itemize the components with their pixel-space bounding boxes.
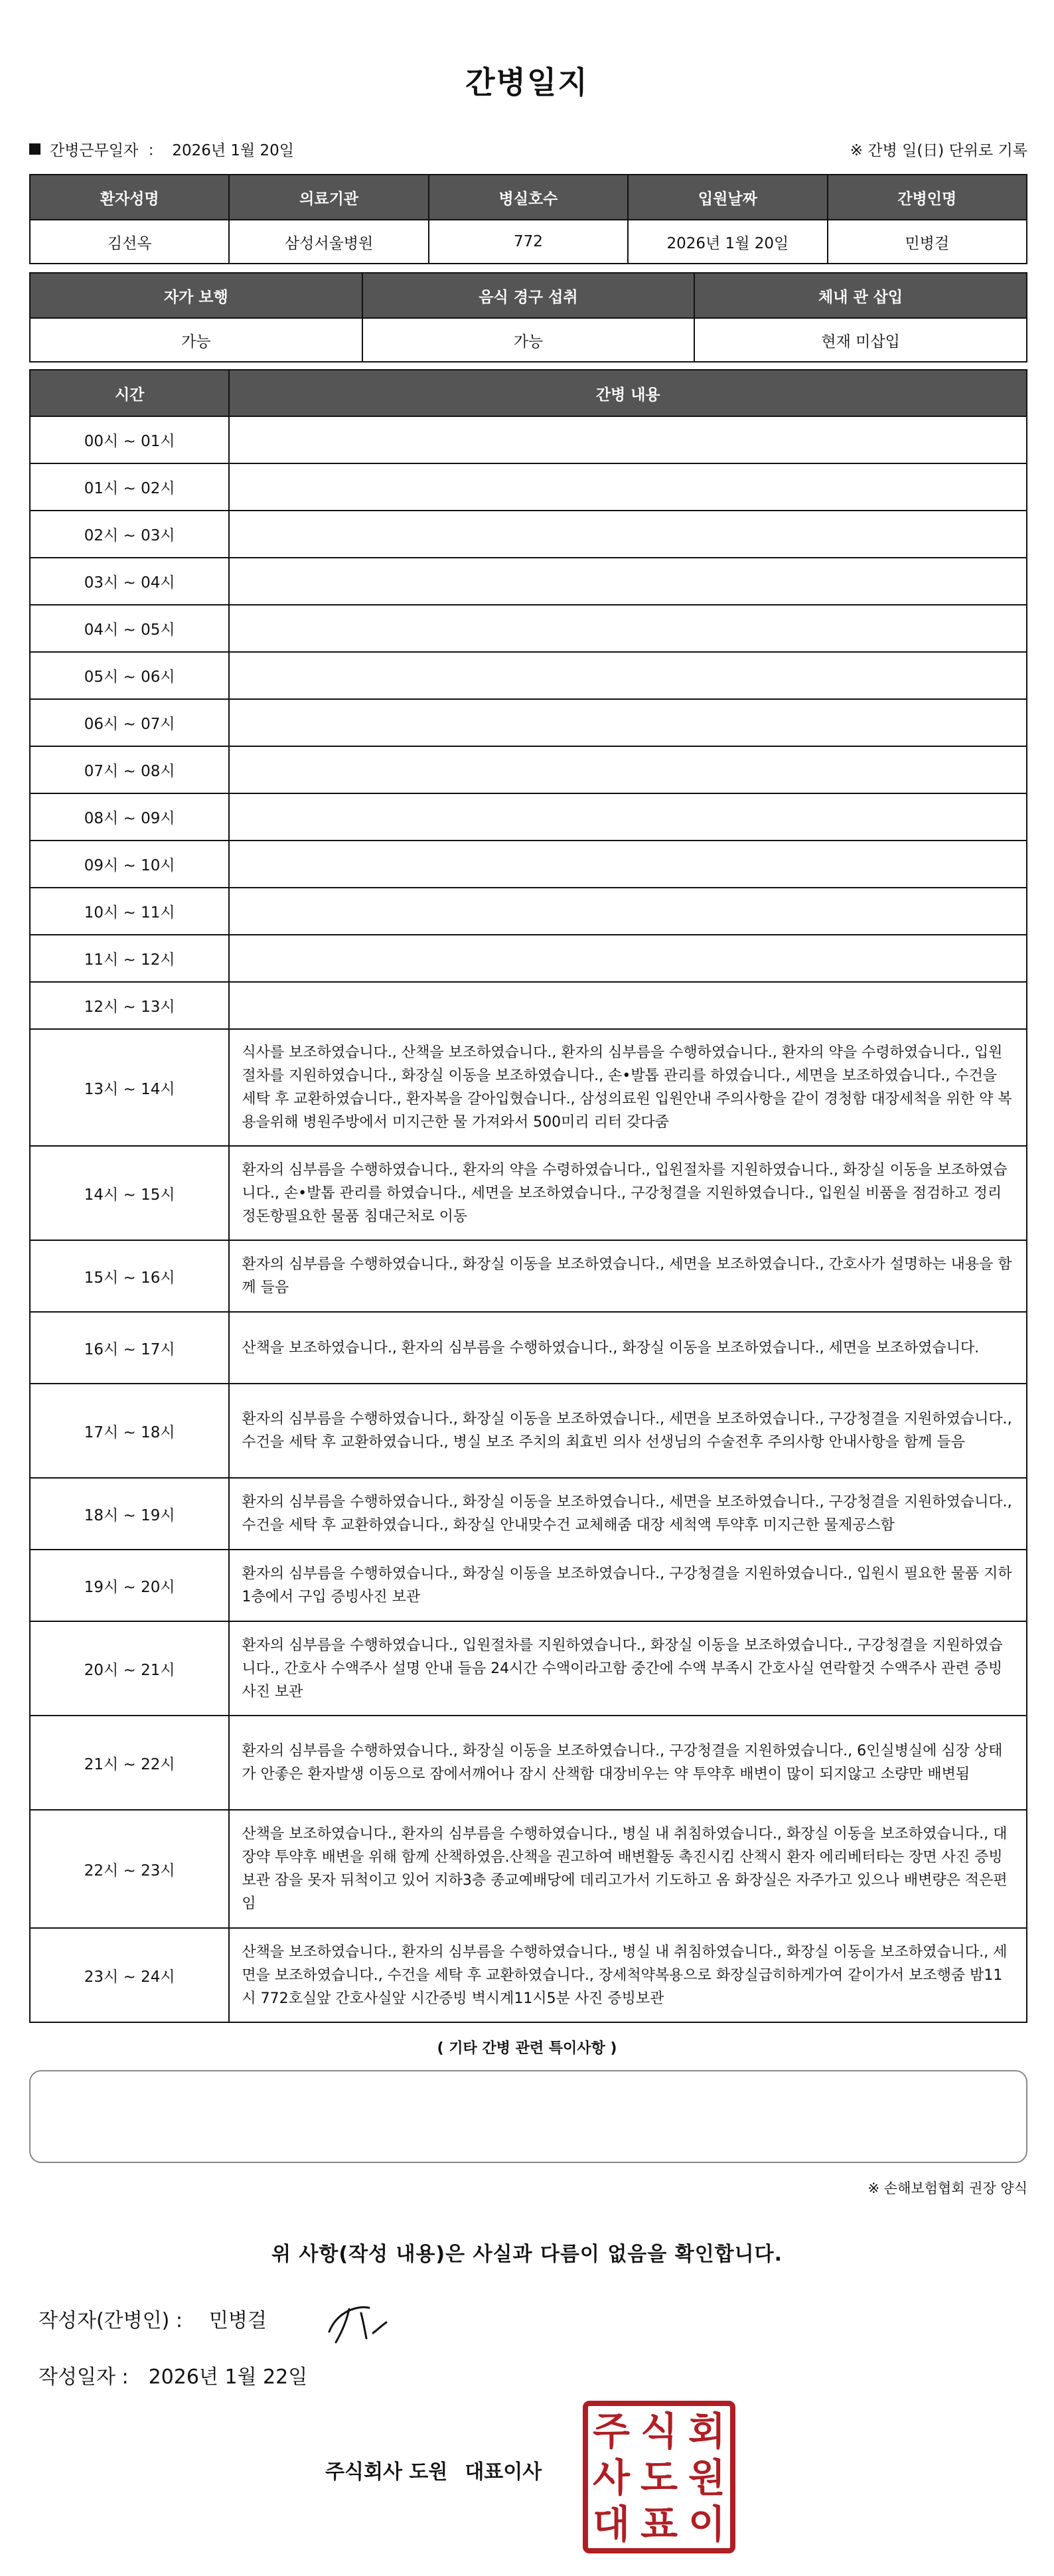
table-row — [30, 1550, 1027, 1621]
bullet-square-icon — [29, 143, 40, 155]
content-cell — [229, 463, 1027, 511]
time-cell: 20시 ~ 21시 — [30, 1621, 229, 1716]
content-cell — [229, 652, 1027, 699]
write-date-label: 작성일자 : — [38, 2366, 129, 2389]
page-title: 간병일지 — [465, 64, 589, 100]
time-cell: 01시 ~ 02시 — [30, 463, 229, 511]
write-date-line — [38, 2360, 307, 2389]
patient-status-table — [29, 272, 1027, 362]
time-cell: 15시 ~ 16시 — [30, 1240, 229, 1312]
table-row — [30, 935, 1027, 982]
table-row — [30, 1810, 1027, 1928]
header-tube-insertion: 체내 관 삽입 — [694, 273, 1027, 318]
content-cell: 환자의 심부름을 수행하였습니다., 화장실 이동을 보조하였습니다., 구강청결을 지원하였습니다., 6인실병실에 심장 상태가 안좋은 환자발생 이동으로 잠에서깨어나 잠시 산책함 대장비우는 약 투약후 배변이 많이 되지않고 소량만 배변됨 — [229, 1716, 1027, 1810]
table-row — [30, 841, 1027, 888]
table-row — [30, 699, 1027, 746]
table-row — [30, 463, 1027, 511]
content-cell: 산책을 보조하였습니다., 환자의 심부름을 수행하였습니다., 병실 내 취침하였습니다., 화장실 이동을 보조하였습니다., 대장약 투약후 배변을 위해 함께 산책하였음.산책을 권고하여 배변활동 촉진시킴 산책시 환자 에리베터타는 장면 사진 증빙 보관 잠을 못자 뒤척이고 있어 지하3층 종교예배당에 데리고가서 기도하고 옴 화장실은 자주가고 있으나 배변량은 적은편임 — [229, 1810, 1027, 1928]
table-row — [30, 1384, 1027, 1478]
header-admission-date: 입원날짜 — [628, 175, 827, 220]
patient-info-value-row — [30, 220, 1027, 264]
time-cell: 21시 ~ 22시 — [30, 1716, 229, 1810]
content-cell: 환자의 심부름을 수행하였습니다., 화장실 이동을 보조하였습니다., 세면을 보조하였습니다., 간호사가 설명하는 내용을 함께 들음 — [229, 1240, 1027, 1312]
content-cell — [229, 511, 1027, 558]
table-row — [30, 511, 1027, 558]
special-notes-box — [29, 2070, 1027, 2163]
header-hospital: 의료기관 — [229, 175, 428, 220]
content-cell: 환자의 심부름을 수행하였습니다., 화장실 이동을 보조하였습니다., 세면을 보조하였습니다., 구강청결을 지원하였습니다., 수건을 세탁 후 교환하였습니다., 화장실 안내맞수건 교체해줌 대장 세척액 투약후 미지근한 물제공스함 — [229, 1478, 1027, 1550]
table-row — [30, 416, 1027, 463]
header-self-walking: 자가 보행 — [30, 273, 362, 318]
time-cell: 05시 ~ 06시 — [30, 652, 229, 699]
patient-name: 김선옥 — [30, 220, 229, 264]
patient-status-header-row — [30, 273, 1027, 318]
work-date-value: 2026년 1월 20일 — [172, 141, 295, 159]
content-cell: 환자의 심부름을 수행하였습니다., 입원절차를 지원하였습니다., 화장실 이동을 보조하였습니다., 구강청결을 지원하였습니다., 간호사 수액주사 설명 안내 들음 24시간 수액이라고함 중간에 수액 부족시 간호사실 연락할것 수액주사 관련 증빙사진 보관 — [229, 1621, 1027, 1716]
table-row — [30, 1621, 1027, 1716]
company-line — [325, 2455, 542, 2484]
work-date-label: 간병근무일자 — [50, 141, 139, 159]
writer-name: 민병걸 — [208, 2309, 267, 2332]
hospital-name: 삼성서울병원 — [229, 220, 428, 264]
svg-text:대: 대 — [592, 2502, 631, 2547]
work-date-line — [29, 138, 294, 160]
tube-insertion-value: 현재 미삽입 — [694, 318, 1027, 362]
content-cell: 산책을 보조하였습니다., 환자의 심부름을 수행하였습니다., 화장실 이동을 보조하였습니다., 세면을 보조하였습니다. — [229, 1312, 1027, 1384]
time-cell: 12시 ~ 13시 — [30, 982, 229, 1029]
company-name: 주식회사 도원 — [325, 2460, 448, 2484]
time-cell: 06시 ~ 07시 — [30, 699, 229, 746]
content-cell — [229, 982, 1027, 1029]
table-row — [30, 1029, 1027, 1146]
oral-intake-value: 가능 — [362, 318, 695, 362]
svg-text:회: 회 — [688, 2409, 726, 2454]
content-cell — [229, 746, 1027, 793]
patient-status-value-row — [30, 318, 1027, 362]
recommend-note: ※ 손해보험협회 권장 양식 — [867, 2180, 1027, 2196]
writer-label: 작성자(간병인) : — [38, 2309, 183, 2332]
table-row — [30, 1312, 1027, 1384]
patient-info-header-row — [30, 175, 1027, 220]
table-row — [30, 652, 1027, 699]
company-title: 대표이사 — [465, 2460, 542, 2484]
content-cell — [229, 841, 1027, 888]
time-cell: 02시 ~ 03시 — [30, 511, 229, 558]
svg-text:주: 주 — [592, 2409, 631, 2454]
confirmation-statement: 위 사항(작성 내용)은 사실과 다름이 없음을 확인합니다. — [271, 2243, 783, 2266]
write-date-value: 2026년 1월 22일 — [148, 2366, 308, 2389]
header-care-content: 간병 내용 — [229, 370, 1027, 416]
header-time: 시간 — [30, 370, 229, 416]
time-cell: 19시 ~ 20시 — [30, 1550, 229, 1621]
time-cell: 14시 ~ 15시 — [30, 1146, 229, 1240]
meta-row — [29, 135, 1027, 162]
table-row — [30, 982, 1027, 1029]
time-cell: 10시 ~ 11시 — [30, 888, 229, 935]
time-cell: 09시 ~ 10시 — [30, 841, 229, 888]
svg-text:표: 표 — [640, 2502, 678, 2547]
content-cell — [229, 416, 1027, 463]
svg-text:도: 도 — [640, 2455, 678, 2500]
header-oral-intake: 음식 경구 섭취 — [362, 273, 695, 318]
table-row — [30, 558, 1027, 605]
content-cell — [229, 605, 1027, 652]
svg-text:사: 사 — [592, 2455, 631, 2500]
content-cell — [229, 935, 1027, 982]
content-cell — [229, 888, 1027, 935]
table-row — [30, 1928, 1027, 2022]
admission-date: 2026년 1월 20일 — [628, 220, 827, 264]
care-log-header-row — [30, 370, 1027, 416]
content-cell: 환자의 심부름을 수행하였습니다., 화장실 이동을 보조하였습니다., 세면을 보조하였습니다., 구강청결을 지원하였습니다., 수건을 세탁 후 교환하였습니다., 병실 보조 주치의 최효빈 의사 선생님의 수술전후 주의사항 안내사항을 함께 들음 — [229, 1384, 1027, 1478]
time-cell: 04시 ~ 05시 — [30, 605, 229, 652]
content-cell — [229, 699, 1027, 746]
content-cell: 산책을 보조하였습니다., 환자의 심부름을 수행하였습니다., 병실 내 취침하였습니다., 화장실 이동을 보조하였습니다., 세면을 보조하였습니다., 수건을 세탁 후 교환하였습니다., 장세척약복용으로 화장실급히하게가여 같이가서 보조행줌 밤11시 772호실앞 간호사실앞 시간증빙 벽시계11시5분 사진 증빙보관 — [229, 1928, 1027, 2022]
time-cell: 17시 ~ 18시 — [30, 1384, 229, 1478]
time-cell: 16시 ~ 17시 — [30, 1312, 229, 1384]
table-row — [30, 793, 1027, 841]
table-row — [30, 1240, 1027, 1312]
content-cell — [229, 793, 1027, 841]
patient-info-table — [29, 174, 1027, 264]
special-notes-title: ( 기타 간병 관련 특이사항 ) — [437, 2040, 617, 2057]
self-walking-value: 가능 — [30, 318, 362, 362]
caregiver-name: 민병걸 — [828, 220, 1027, 264]
time-cell: 13시 ~ 14시 — [30, 1029, 229, 1146]
svg-text:원: 원 — [688, 2455, 726, 2500]
signature-icon — [317, 2285, 417, 2352]
table-row — [30, 888, 1027, 935]
content-cell: 환자의 심부름을 수행하였습니다., 화장실 이동을 보조하였습니다., 구강청결을 지원하였습니다., 입원시 필요한 물품 지하1층에서 구입 증빙사진 보관 — [229, 1550, 1027, 1621]
table-row — [30, 605, 1027, 652]
content-cell: 환자의 심부름을 수행하였습니다., 환자의 약을 수령하였습니다., 입원절차를 지원하였습니다., 화장실 이동을 보조하였습니다., 손•발톱 관리를 하였습니다., 세면을 보조하였습니다., 구강청결을 지원하였습니다., 입원실 비품을 점검하고 정리정돈항필요한 물품 침대근처로 이동 — [229, 1146, 1027, 1240]
unit-note: ※ 간병 일(日) 단위로 기록 — [850, 141, 1027, 159]
svg-text:식: 식 — [640, 2409, 678, 2454]
time-cell: 03시 ~ 04시 — [30, 558, 229, 605]
table-row — [30, 1146, 1027, 1240]
content-cell: 식사를 보조하였습니다., 산책을 보조하였습니다., 환자의 심부름을 수행하였습니다., 환자의 약을 수령하였습니다., 입원절차를 지원하였습니다., 화장실 이동을 보조하였습니다., 손•발톱 관리를 하였습니다., 세면을 보조하였습니다., 수건을 세탁 후 교환하였습니다., 환자복을 갈아입혔습니다., 삼성의료원 입원안내 주의사항을 같이 경청함 대장세척을 위한 약 복용을위해 병원주방에서 미지근한 물 가져와서 500미리 리터 갖다줌 — [229, 1029, 1027, 1146]
svg-text:이: 이 — [688, 2502, 726, 2547]
table-row — [30, 746, 1027, 793]
time-cell: 08시 ~ 09시 — [30, 793, 229, 841]
time-cell: 18시 ~ 19시 — [30, 1478, 229, 1550]
company-seal-icon — [581, 2399, 737, 2555]
work-date-separator: ： — [147, 141, 163, 159]
time-cell: 11시 ~ 12시 — [30, 935, 229, 982]
header-caregiver-name: 간병인명 — [828, 175, 1027, 220]
header-room-number: 병실호수 — [429, 175, 628, 220]
content-cell — [229, 558, 1027, 605]
header-patient-name: 환자성명 — [30, 175, 229, 220]
table-row — [30, 1716, 1027, 1810]
room-number: 772 — [429, 220, 628, 264]
time-cell: 23시 ~ 24시 — [30, 1928, 229, 2022]
time-cell: 07시 ~ 08시 — [30, 746, 229, 793]
time-cell: 22시 ~ 23시 — [30, 1810, 229, 1928]
care-log-table — [29, 369, 1027, 2023]
table-row — [30, 1478, 1027, 1550]
writer-line — [38, 2304, 267, 2333]
time-cell: 00시 ~ 01시 — [30, 416, 229, 463]
